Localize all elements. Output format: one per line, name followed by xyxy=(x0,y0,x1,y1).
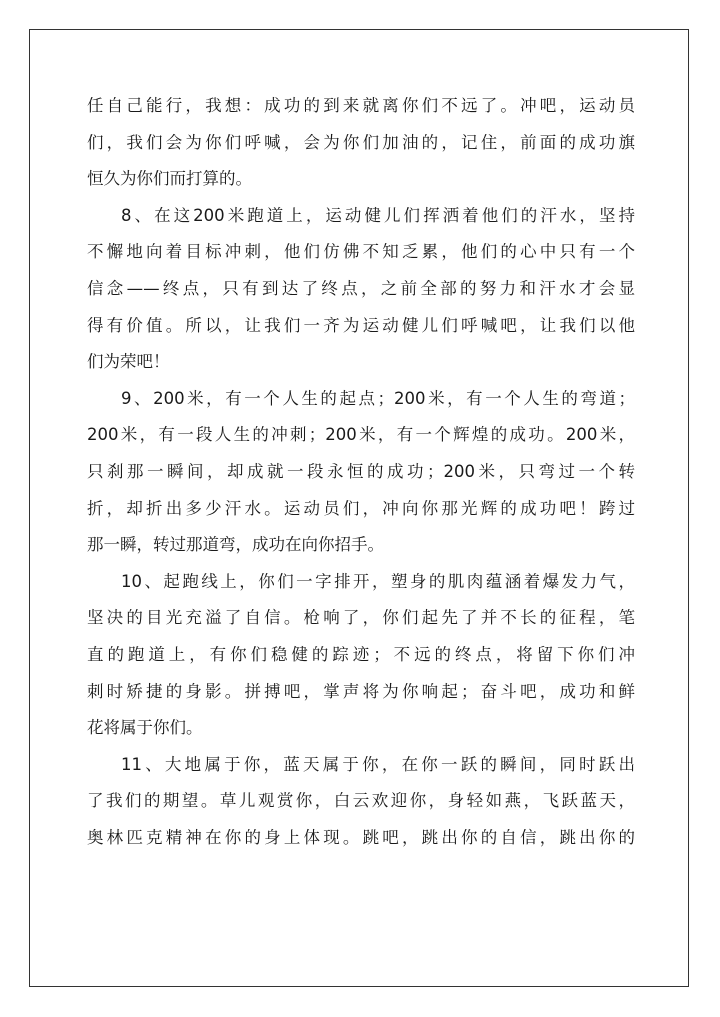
text-line: 们，我们会为你们呼喊，会为你们加油的，记住，前面的成功旗 xyxy=(87,132,635,152)
paragraph-8-start: 8、在这200米跑道上，运动健儿们挥洒着他们的汗水，坚持 xyxy=(121,205,635,225)
text-line: 直的跑道上，有你们稳健的踪迹；不远的终点，将留下你们冲 xyxy=(87,644,635,664)
text-line: 们为荣吧！ xyxy=(87,352,170,372)
text-line: 坚决的目光充溢了自信。枪响了，你们起先了并不长的征程，笔 xyxy=(87,608,635,628)
text-line: 不懈地向着目标冲刺，他们仿佛不知乏累，他们的心中只有一个 xyxy=(87,242,635,262)
paragraph-11-start: 11、大地属于你，蓝天属于你，在你一跃的瞬间，同时跃出 xyxy=(121,754,635,774)
text-line: 折，却折出多少汗水。运动员们，冲向你那光辉的成功吧！跨过 xyxy=(87,498,635,518)
text-line: 200米，有一段人生的冲刺；200米，有一个辉煌的成功。200米， xyxy=(87,425,635,445)
text-line: 只刹那一瞬间，却成就一段永恒的成功；200米，只弯过一个转 xyxy=(87,461,635,481)
document-body xyxy=(87,88,635,856)
text-line: 那一瞬，转过那道弯，成功在向你招手。 xyxy=(87,535,384,555)
text-line: 了我们的期望。草儿观赏你，白云欢迎你，身轻如燕，飞跃蓝天， xyxy=(87,791,635,811)
text-line: 任自己能行，我想：成功的到来就离你们不远了。冲吧，运动员 xyxy=(87,96,635,115)
text-line: 奥林匹克精神在你的身上体现。跳吧，跳出你的自信，跳出你的 xyxy=(87,827,635,847)
paragraph-10-start: 10、起跑线上，你们一字排开，塑身的肌肉蕴涵着爆发力气， xyxy=(121,571,635,591)
text-line: 刺时矫捷的身影。拼搏吧，掌声将为你响起；奋斗吧，成功和鲜 xyxy=(87,681,635,701)
text-line: 恒久为你们而打算的。 xyxy=(87,169,252,189)
text-line: 信念——终点，只有到达了终点，之前全部的努力和汗水才会显 xyxy=(87,278,635,298)
text-line: 得有价值。所以，让我们一齐为运动健儿们呼喊吧，让我们以他 xyxy=(87,315,635,335)
text-line: 花将属于你们。 xyxy=(87,718,203,738)
paragraph-9-start: 9、200米，有一个人生的起点；200米，有一个人生的弯道； xyxy=(121,388,635,408)
